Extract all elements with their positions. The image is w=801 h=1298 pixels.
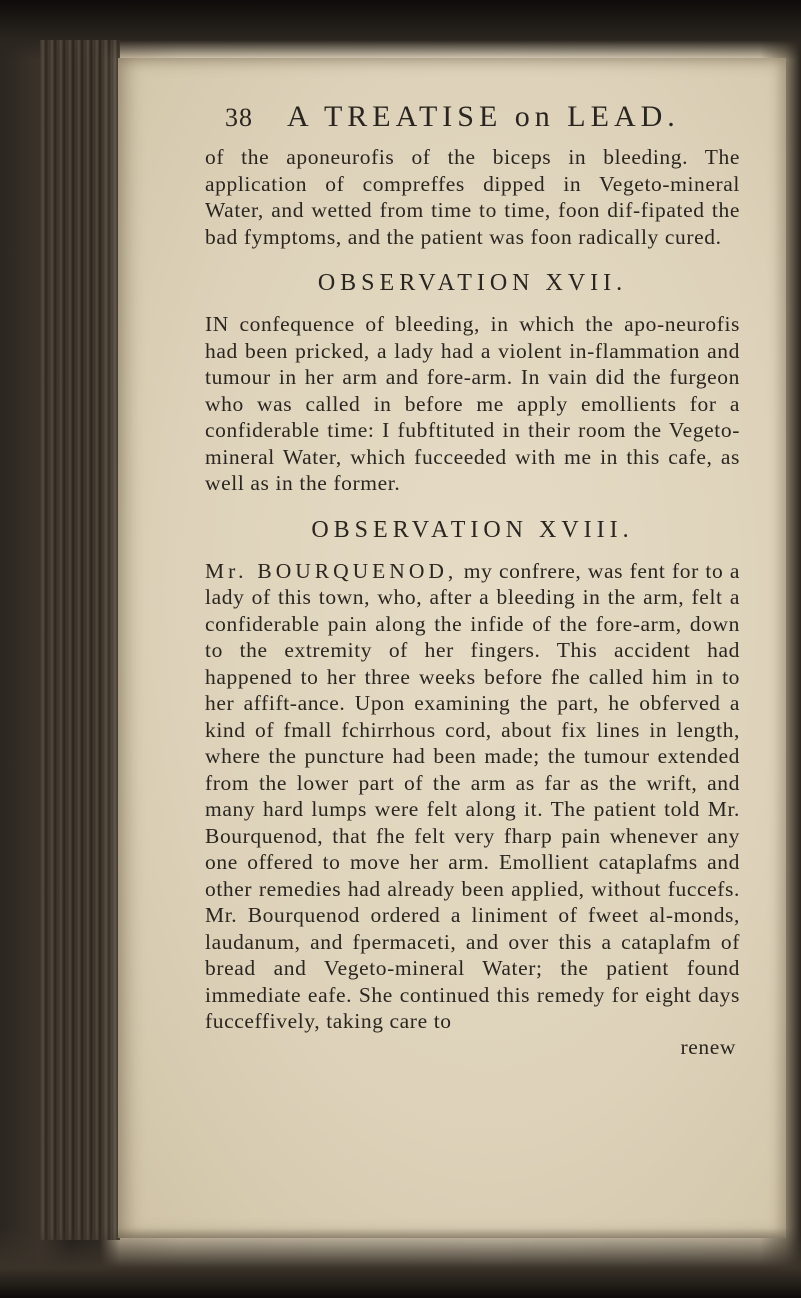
catchword: renew xyxy=(680,1034,736,1059)
running-title: A TREATISE on LEAD. xyxy=(287,100,680,133)
paragraph-continuation: of the aponeurofis of the biceps in bleeding. The application of compreffes dipped in Vegeto-mineral Water, and wetted from time to time, foon dif-fipated the bad fymptoms, and the patient was foon radically cured. xyxy=(205,145,740,249)
observation-17-heading: OBSERVATION XVII. xyxy=(317,270,628,296)
observation-18-body xyxy=(205,558,740,1035)
observation-18-lead: Mr. BOURQUENOD, xyxy=(205,558,458,583)
observation-17-body: IN confequence of bleeding, in which the apo-neurofis had been pricked, a lady had a violent in-flammation and tumour in her arm and fore-arm. In vain did the furgeon who was called in before me apply emollients for a confiderable time: I fubftituted in their room the Vegeto-mineral Water, which fucceeded with me in this cafe, as well as in the former. xyxy=(205,312,740,495)
page-text xyxy=(205,100,740,1060)
book-spine-edge xyxy=(40,40,120,1240)
observation-18-heading: OBSERVATION XVIII. xyxy=(311,516,634,543)
page-number: 38 xyxy=(225,103,253,132)
running-head xyxy=(225,100,740,134)
observation-18-text: my confrere, was fent for to a lady of this town, who, after a bleeding in the arm, felt a confiderable pain along the infide of the fore-arm, down to the extremity of her fingers. This accident had happened to her three weeks before fhe called him in to her affift-ance. Upon examining the part, he obferved a kind of fmall fchirrhous cord, about fix lines in length, where the puncture had been made; the tumour extended from the lower part of the arm as far as the wrift, and many hard lumps were felt along it. The patient told Mr. Bourquenod, that fhe felt very fharp pain whenever any one offered to move her arm. Emollient cataplafms and other remedies had already been applied, without fuccefs. Mr. Bourquenod ordered a liniment of fweet al-monds, laudanum, and fpermaceti, and over this a cataplafm of bread and Vegeto-mineral Water; the patient found immediate eafe. She continued this remedy for eight days fucceffively, taking care to xyxy=(205,558,740,1033)
